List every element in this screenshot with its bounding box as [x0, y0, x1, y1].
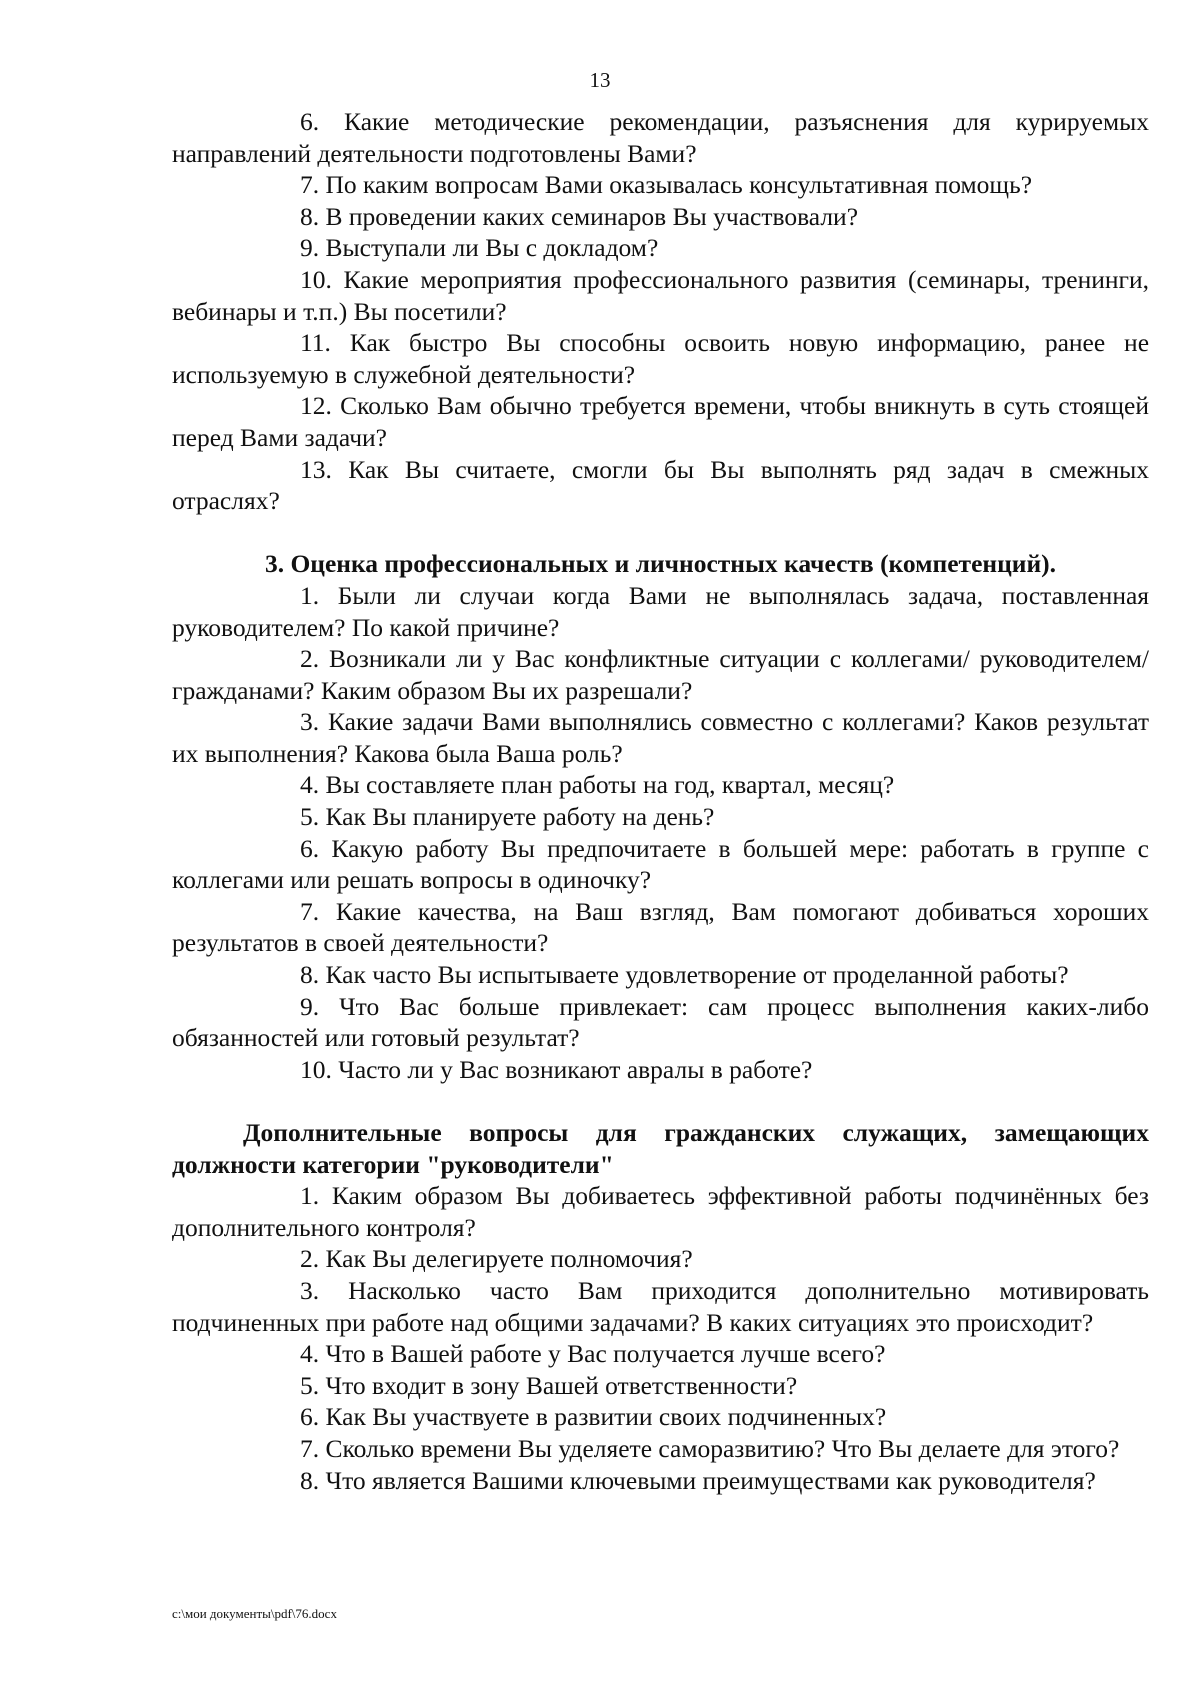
question-item	[172, 1465, 1149, 1497]
question-number: 2.	[300, 1244, 320, 1274]
question-item	[172, 959, 1149, 991]
question-number: 12.	[300, 391, 332, 421]
question-item	[172, 106, 1149, 169]
question-number: 3.	[300, 1275, 320, 1305]
question-number: 7.	[300, 170, 320, 200]
question-item	[172, 706, 1149, 769]
question-item	[172, 991, 1149, 1054]
question-item	[172, 1338, 1149, 1370]
question-text: Какие методические рекомендации, разъяснения для курируемых направлений деятельности подготовлены Вами?	[172, 107, 1149, 168]
question-number: 10.	[300, 264, 332, 294]
question-item	[172, 232, 1149, 264]
question-text: Как часто Вы испытываете удовлетворение от проделанной работы?	[325, 960, 1069, 990]
question-item	[172, 201, 1149, 233]
question-text: Что в Вашей работе у Вас получается лучше всего?	[325, 1339, 886, 1369]
question-text: Были ли случаи когда Вами не выполнялась задача, поставленная руководителем? По какой причине?	[172, 580, 1150, 642]
question-item	[172, 1433, 1149, 1465]
question-number: 10.	[300, 1054, 332, 1084]
question-text: Что Вас больше привлекает: сам процесс выполнения каких-либо обязанностей или готовый результат?	[172, 991, 1150, 1053]
question-text: Выступали ли Вы с докладом?	[325, 233, 659, 263]
question-item	[172, 390, 1149, 453]
question-item	[172, 833, 1149, 896]
question-text: Как быстро Вы способны освоить новую информацию, ранее не используемую в служебной деятельности?	[172, 328, 1150, 389]
question-number: 1.	[300, 580, 320, 610]
question-text: Какую работу Вы предпочитаете в большей мере: работать в группе с коллегами или решать вопросы в одиночку?	[172, 833, 1150, 895]
question-item	[172, 264, 1149, 327]
question-number: 8.	[300, 201, 320, 231]
question-number: 9.	[300, 233, 320, 263]
question-item	[172, 169, 1149, 201]
managers-section-list	[172, 1180, 1149, 1496]
question-text: Что является Вашими ключевыми преимуществами как руководителя?	[325, 1465, 1096, 1495]
question-number: 9.	[300, 991, 320, 1021]
section-3-list	[172, 580, 1149, 1086]
question-text: Какие мероприятия профессионального развития (семинары, тренинги, вебинары и т.п.) Вы посетили?	[172, 264, 1149, 326]
question-text: Насколько часто Вам приходится дополнительно мотивировать подчиненных при работе над общими задачами? В каких ситуациях это происходит?	[172, 1275, 1149, 1337]
section-2-list	[172, 106, 1149, 517]
question-number: 7.	[300, 896, 320, 926]
question-number: 4.	[300, 770, 320, 800]
question-item	[172, 1370, 1149, 1402]
question-text: Сколько Вам обычно требуется времени, чтобы вникнуть в суть стоящей перед Вами задачи?	[172, 391, 1149, 452]
question-number: 6.	[300, 107, 320, 136]
question-text: Каким образом Вы добиваетесь эффективной работы подчинённых без дополнительного контроля?	[172, 1181, 1150, 1242]
question-number: 6.	[300, 1402, 320, 1432]
question-number: 5.	[300, 802, 320, 832]
question-text: В проведении каких семинаров Вы участвовали?	[325, 201, 859, 231]
question-text: Как Вы планируете работу на день?	[325, 802, 715, 832]
question-text: Что входит в зону Вашей ответственности?	[325, 1370, 798, 1400]
question-item	[172, 896, 1149, 959]
question-item	[172, 1054, 1149, 1086]
question-item	[172, 327, 1149, 390]
question-item	[172, 643, 1149, 706]
question-number: 1.	[300, 1181, 320, 1211]
question-number: 5.	[300, 1370, 320, 1400]
question-text: Как Вы участвуете в развитии своих подчиненных?	[325, 1402, 887, 1432]
question-number: 7.	[300, 1433, 320, 1463]
question-text: Какие качества, на Ваш взгляд, Вам помогают добиваться хороших результатов в своей деятельности?	[172, 896, 1150, 958]
question-number: 13.	[300, 454, 332, 484]
question-number: 3.	[300, 707, 320, 737]
question-number: 8.	[300, 960, 320, 990]
question-text: Какие задачи Вами выполнялись совместно с коллегами? Каков результат их выполнения? Какова была Ваша роль?	[172, 707, 1150, 768]
question-text: Как Вы считаете, смогли бы Вы выполнять ряд задач в смежных отраслях?	[172, 454, 1149, 516]
question-number: 2.	[300, 644, 320, 674]
question-item	[172, 1180, 1149, 1243]
question-text: Вы составляете план работы на год, квартал, месяц?	[325, 770, 895, 800]
question-text: Как Вы делегируете полномочия?	[325, 1244, 693, 1274]
question-number: 6.	[300, 833, 320, 863]
footer-file-path: c:\мои документы\pdf\76.docx	[172, 1606, 337, 1621]
question-item	[172, 1401, 1149, 1433]
question-item	[172, 801, 1149, 833]
spacer	[172, 517, 1149, 549]
question-text: Сколько времени Вы уделяете саморазвитию? Что Вы делаете для этого?	[325, 1433, 1120, 1463]
question-item	[172, 769, 1149, 801]
question-text: По каким вопросам Вами оказывалась консультативная помощь?	[325, 170, 1033, 200]
question-text: Часто ли у Вас возникают авралы в работе?	[338, 1054, 813, 1084]
question-item	[172, 454, 1149, 517]
question-number: 4.	[300, 1339, 320, 1369]
question-item	[172, 1275, 1149, 1338]
question-number: 8.	[300, 1465, 320, 1495]
managers-section-heading: Дополнительные вопросы для гражданских служащих, замещающих должности категории "руководители"	[172, 1118, 1149, 1179]
spacer	[172, 1085, 1149, 1117]
question-item	[172, 1243, 1149, 1275]
question-number: 11.	[300, 328, 331, 358]
page-number: 13	[589, 68, 611, 92]
document-body	[172, 106, 1149, 1496]
question-item	[172, 580, 1149, 643]
section-3-heading: 3. Оценка профессиональных и личностных качеств (компетенций).	[264, 549, 1057, 579]
question-text: Возникали ли у Вас конфликтные ситуации с коллегами/ руководителем/гражданами? Каким образом Вы их разрешали?	[172, 644, 1149, 705]
